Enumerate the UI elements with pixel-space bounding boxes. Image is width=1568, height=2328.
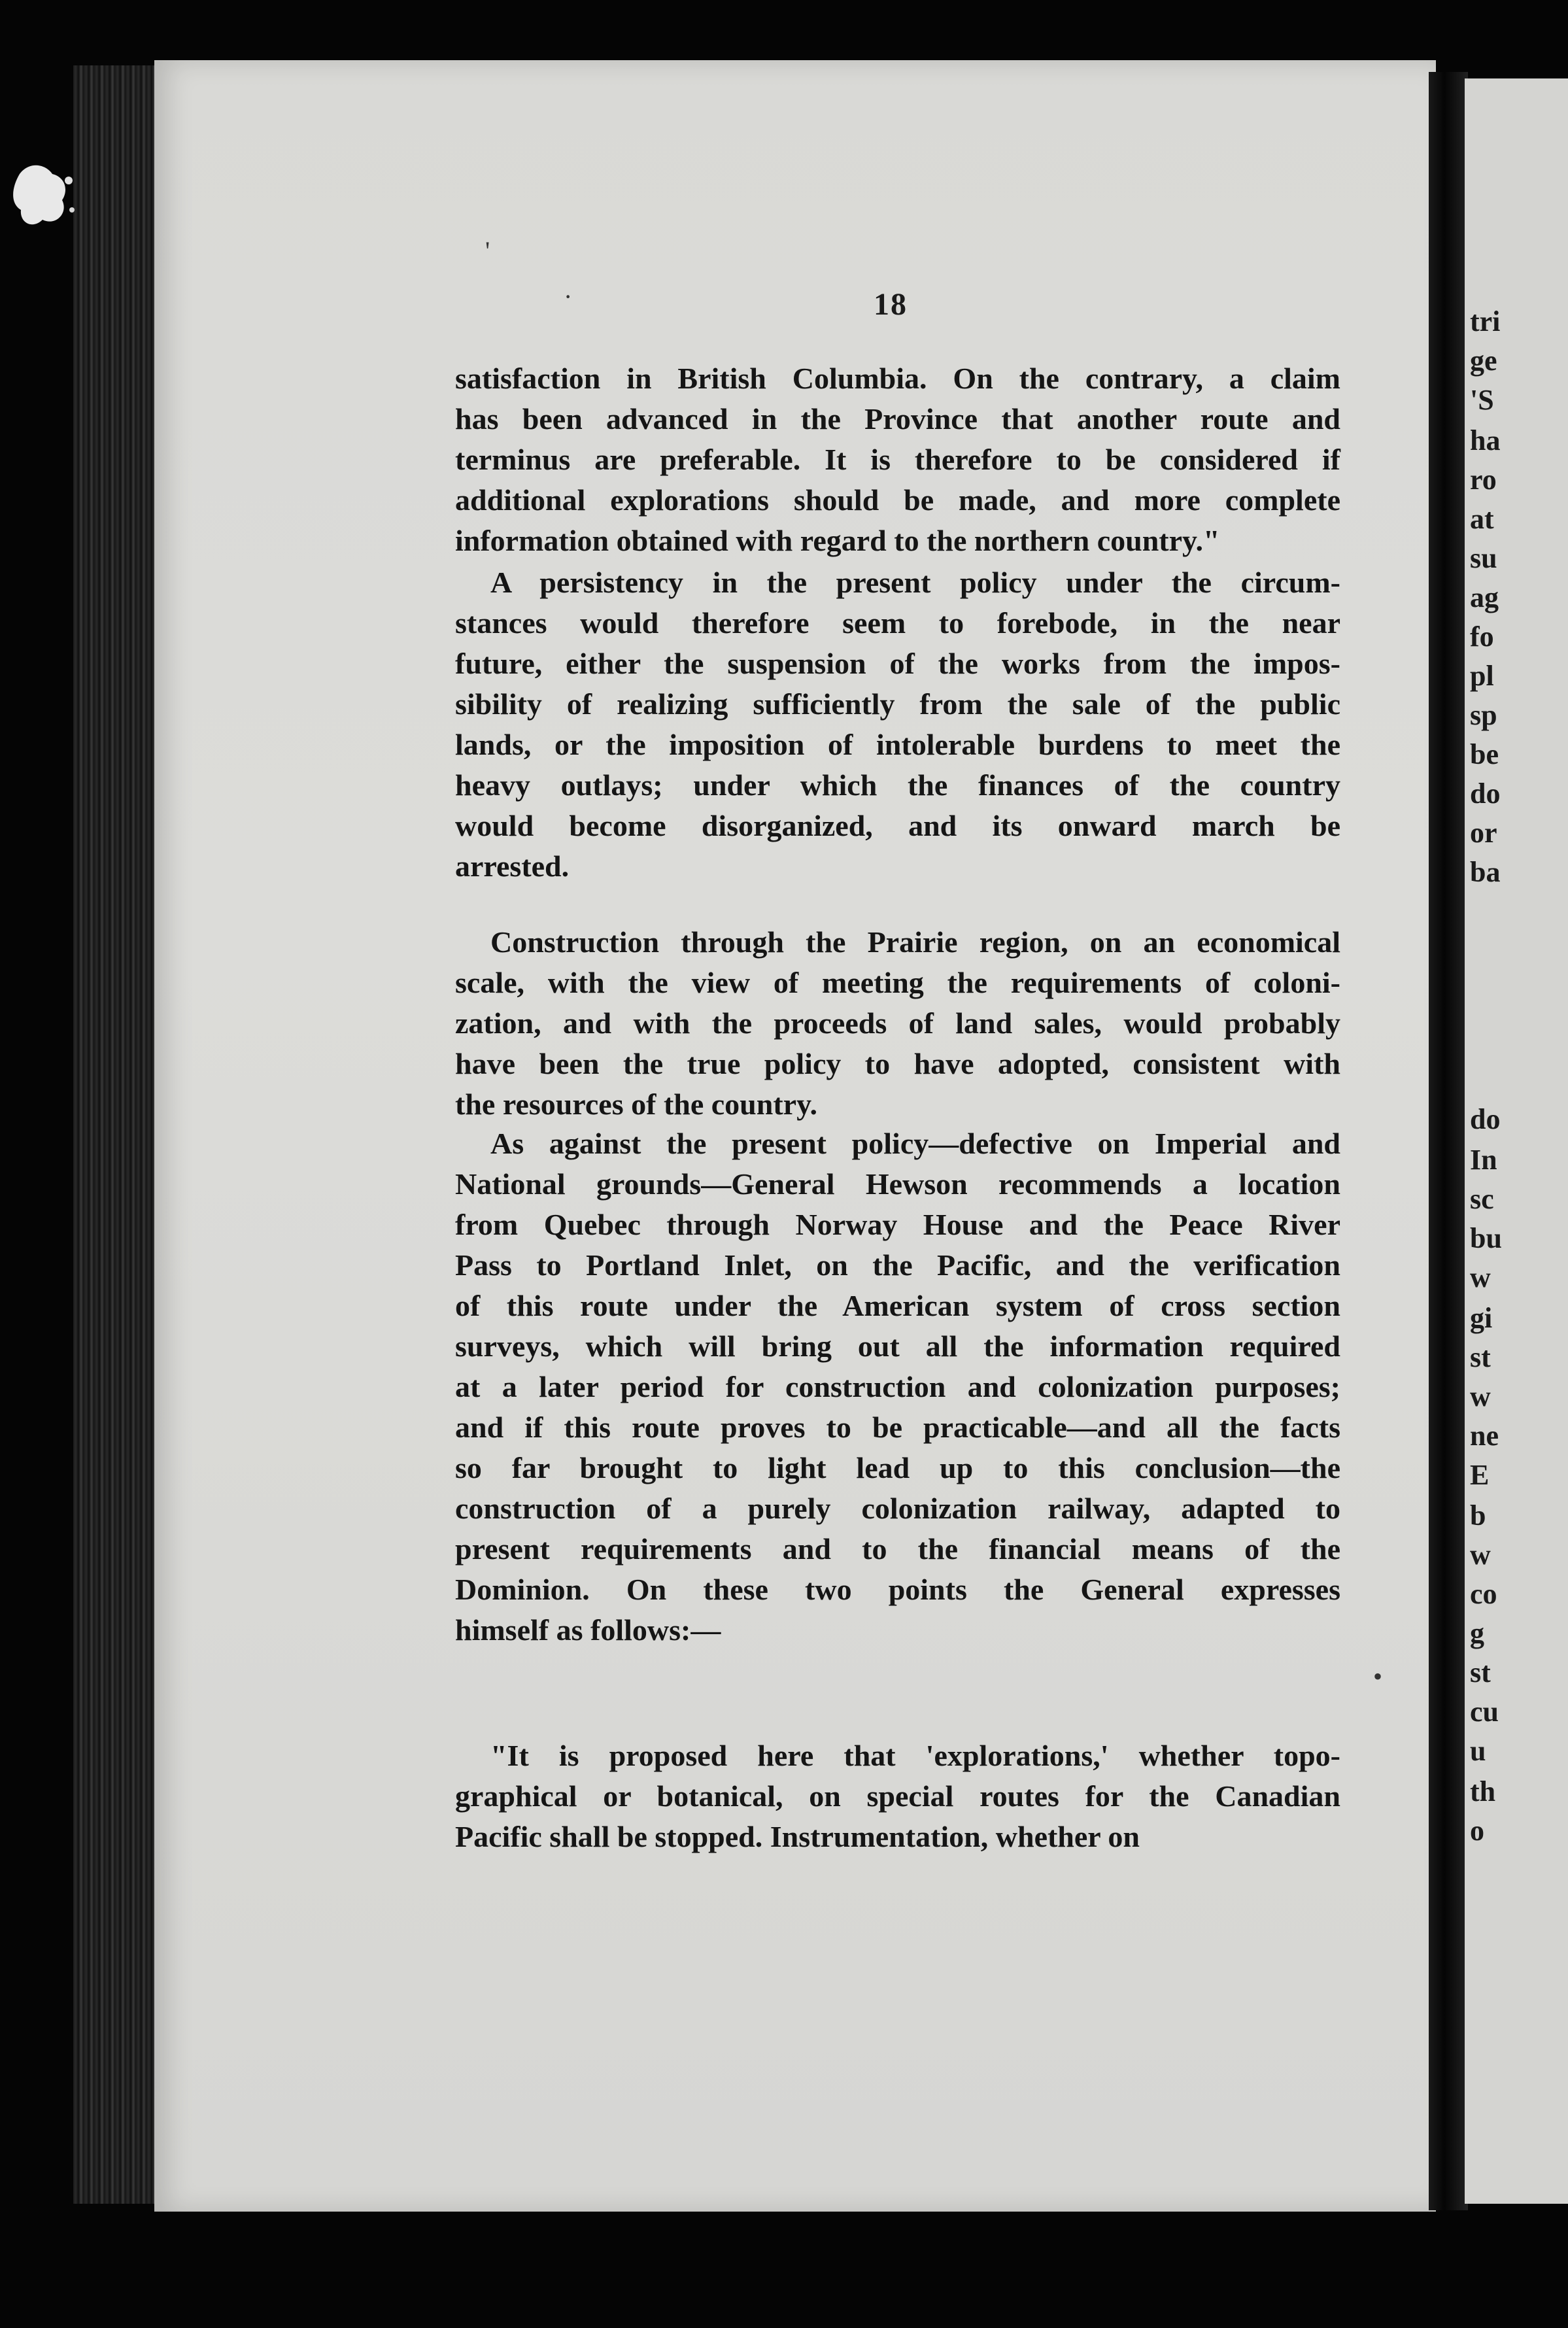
adjacent-page-text-fragment: ro [1470, 464, 1497, 496]
page-number: 18 [874, 287, 908, 322]
adjacent-page-text-fragment: ge [1470, 345, 1497, 377]
text-line: Pacific shall be stopped. Instrumentation, whether on [455, 1820, 1140, 1853]
text-line: Construction through the Prairie region, on an economical [490, 925, 1340, 959]
text-line: of this route under the American system of cross section [455, 1289, 1340, 1322]
adjacent-page-text-fragment: ha [1470, 424, 1501, 456]
adjacent-page-text-fragment: st [1470, 1341, 1491, 1373]
adjacent-page-text-fragment: sp [1470, 699, 1497, 731]
text-line: heavy outlays; under which the finances of the country [455, 768, 1340, 802]
adjacent-page-text-fragment: ne [1470, 1420, 1499, 1452]
adjacent-page-text-fragment: at [1470, 503, 1494, 535]
text-line: lands, or the imposition of intolerable burdens to meet the [455, 728, 1340, 761]
adjacent-page-text-fragment: fo [1470, 621, 1494, 653]
text-line: so far brought to light lead up to this conclusion—the [455, 1451, 1340, 1484]
book-page-edges [73, 65, 158, 2204]
paragraph-construction [455, 922, 1340, 1125]
adjacent-page-text-fragment: w [1470, 1380, 1491, 1412]
margin-ink-mark: ' [485, 236, 490, 265]
adjacent-page-text-fragment: gi [1470, 1302, 1493, 1334]
paragraph-continuation [455, 358, 1340, 561]
text-line: As against the present policy—defective on Imperial and [490, 1127, 1340, 1160]
adjacent-page-text-fragment: sc [1470, 1183, 1494, 1215]
text-line: satisfaction in British Columbia. On the contrary, a claim [455, 362, 1340, 395]
text-line: "It is proposed here that 'explorations,' whether topo- [490, 1739, 1340, 1772]
adjacent-page-text-fragment: su [1470, 542, 1497, 574]
text-line: information obtained with regard to the northern country." [455, 524, 1220, 557]
adjacent-page-text-fragment: ba [1470, 856, 1501, 888]
text-line: sibility of realizing sufficiently from the sale of the public [455, 687, 1340, 721]
text-line: and if this route proves to be practicable—and all the facts [455, 1411, 1340, 1444]
text-line: the resources of the country. [455, 1087, 818, 1121]
adjacent-page-text-fragment: be [1470, 738, 1499, 770]
text-line: arrested. [455, 849, 570, 883]
text-line: future, either the suspension of the works from the impos- [455, 647, 1340, 680]
adjacent-page-text-fragment: cu [1470, 1696, 1499, 1728]
adjacent-page-fragment [1465, 78, 1568, 2204]
text-line: scale, with the view of meeting the requirements of coloni- [455, 966, 1340, 999]
adjacent-page-text-fragment: b [1470, 1499, 1486, 1532]
adjacent-page-text-fragment: o [1470, 1815, 1484, 1847]
adjacent-page-text-fragment: 'S [1470, 384, 1494, 416]
text-line: A persistency in the present policy under the circum- [490, 566, 1340, 599]
adjacent-page-text-fragment: bu [1470, 1222, 1502, 1254]
adjacent-page-text-fragment: In [1470, 1144, 1497, 1176]
text-line: surveys, which will bring out all the information required [455, 1329, 1340, 1363]
text-line: additional explorations should be made, and more complete [455, 483, 1340, 517]
text-line: zation, and with the proceeds of land sales, would probably [455, 1006, 1340, 1040]
text-line: stances would therefore seem to forebode, in the near [455, 606, 1340, 640]
margin-ink-mark: · [564, 282, 573, 311]
text-line: at a later period for construction and colonization purposes; [455, 1370, 1340, 1403]
text-line: National grounds—General Hewson recommends a location [455, 1167, 1340, 1201]
text-line: graphical or botanical, on special routes for the Canadian [455, 1779, 1340, 1813]
adjacent-page-text-fragment: pl [1470, 660, 1494, 692]
text-line: Pass to Portland Inlet, on the Pacific, and the verification [455, 1248, 1340, 1282]
adjacent-page-text-fragment: do [1470, 1103, 1501, 1135]
adjacent-page-text-fragment: g [1470, 1617, 1484, 1649]
adjacent-page-text-fragment: u [1470, 1735, 1486, 1767]
text-line: would become disorganized, and its onward march be [455, 809, 1340, 842]
adjacent-page-text-fragment: do [1470, 778, 1501, 810]
adjacent-page-text-fragment: or [1470, 817, 1497, 849]
text-line: have been the true policy to have adopted, consistent with [455, 1047, 1340, 1080]
adjacent-page-text-fragment: st [1470, 1656, 1491, 1688]
text-line: himself as follows:— [455, 1613, 721, 1647]
text-line: terminus are preferable. It is therefore to be considered if [455, 443, 1340, 476]
paper-damage-speck [7, 154, 78, 239]
adjacent-page-text-fragment: tri [1470, 305, 1501, 337]
adjacent-page-text-fragment: E [1470, 1459, 1490, 1491]
adjacent-page-text-fragment: co [1470, 1578, 1497, 1610]
paragraph-quotation [455, 1736, 1340, 1857]
text-line: present requirements and to the financial means of the [455, 1532, 1340, 1566]
adjacent-page-text-fragment: th [1470, 1775, 1496, 1807]
text-line: has been advanced in the Province that another route and [455, 402, 1340, 436]
adjacent-page-text-fragment: ag [1470, 581, 1499, 613]
adjacent-page-text-fragment: w [1470, 1261, 1491, 1293]
book-gutter-shadow [1429, 72, 1468, 2210]
text-line: from Quebec through Norway House and the Peace River [455, 1208, 1340, 1241]
adjacent-page-text-fragment: w [1470, 1539, 1491, 1571]
text-line: construction of a purely colonization railway, adapted to [455, 1492, 1340, 1525]
text-line: Dominion. On these two points the General expresses [455, 1573, 1340, 1606]
margin-ink-dot: • [1373, 1662, 1383, 1691]
paragraph-present-policy [455, 1123, 1340, 1651]
paragraph-persistency [455, 562, 1340, 887]
